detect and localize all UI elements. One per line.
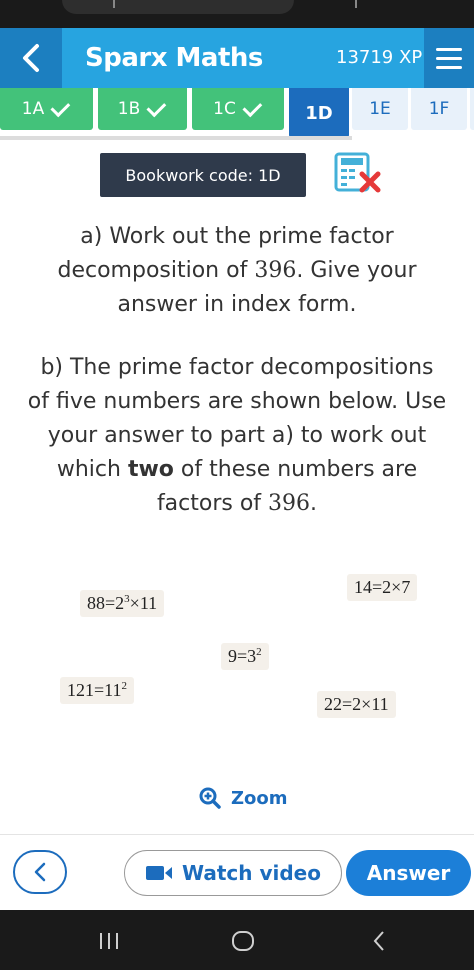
- question-line: b) The prime factor decompositions: [40, 355, 434, 380]
- check-icon: [242, 97, 262, 117]
- expression-card[interactable]: [60, 677, 134, 704]
- question-line: [0, 487, 474, 521]
- expression-card[interactable]: [80, 590, 164, 617]
- status-tick: [355, 0, 357, 8]
- tab-1a[interactable]: [0, 88, 93, 130]
- expression-card[interactable]: [221, 643, 269, 670]
- times-sign: ×: [391, 577, 402, 597]
- expr-term: 11: [371, 694, 389, 714]
- question-line: answer in index form.: [117, 292, 357, 317]
- question-text: of these numbers are: [173, 457, 418, 482]
- footer-bar: [0, 834, 474, 911]
- check-icon: [51, 97, 71, 117]
- question-text: . Give your: [296, 258, 417, 283]
- app-title: Sparx Maths: [85, 43, 263, 73]
- question-line: of five numbers are shown below. Use: [27, 389, 447, 414]
- expr-term: 2: [115, 593, 125, 613]
- back-button[interactable]: [0, 28, 62, 88]
- expr-lhs: 14: [354, 577, 372, 597]
- tab-label: 1E: [369, 99, 391, 119]
- tab-1e[interactable]: [352, 88, 408, 130]
- tab-label: 1A: [21, 99, 45, 119]
- expression-card[interactable]: [317, 691, 396, 718]
- expression-card[interactable]: [347, 574, 417, 601]
- menu-button[interactable]: [424, 28, 474, 88]
- menu-icon: [436, 48, 462, 51]
- chevron-left-icon: [33, 862, 47, 882]
- tab-label: 1C: [213, 99, 236, 119]
- previous-button[interactable]: [13, 850, 67, 894]
- tab-1d[interactable]: [289, 88, 349, 138]
- tab-label: 1D: [305, 102, 333, 124]
- recent-apps-icon[interactable]: [98, 932, 120, 950]
- calculator-cross-icon: [334, 152, 382, 194]
- math-number: 396: [268, 491, 311, 516]
- chevron-left-icon: [19, 43, 43, 73]
- expr-lhs: 121: [67, 680, 94, 700]
- question-text: factors of: [156, 491, 269, 516]
- expr-exponent: 2: [256, 646, 262, 658]
- menu-icon: [436, 57, 462, 60]
- menu-icon: [436, 66, 462, 69]
- question-line: [0, 254, 474, 288]
- times-sign: ×: [129, 593, 140, 613]
- header-bar: [0, 28, 474, 88]
- question-text: which: [56, 457, 128, 482]
- expr-term: 7: [401, 577, 411, 597]
- tab-overflow: [470, 88, 474, 130]
- calculator-button[interactable]: [334, 152, 382, 198]
- question-line: your answer to part a) to work out: [47, 423, 427, 448]
- xp-counter: 13719 XP: [336, 47, 423, 68]
- question-text: decomposition of: [57, 258, 255, 283]
- expr-lhs: 88: [87, 593, 105, 613]
- equals-sign: =: [372, 577, 383, 597]
- equals-sign: =: [342, 694, 353, 714]
- tab-label: 1B: [117, 99, 141, 119]
- task-tabs: [0, 88, 474, 138]
- expr-term: 2: [382, 577, 392, 597]
- answer-button[interactable]: Answer: [346, 850, 471, 896]
- equals-sign: =: [237, 646, 248, 666]
- expr-lhs: 22: [324, 694, 342, 714]
- tab-label: 1F: [428, 99, 450, 119]
- watch-video-label: Watch video: [182, 861, 321, 885]
- math-number: 396: [254, 258, 297, 283]
- video-camera-icon: [145, 864, 173, 882]
- equals-sign: =: [94, 680, 105, 700]
- watch-video-button[interactable]: [124, 850, 342, 896]
- zoom-label: Zoom: [231, 787, 288, 809]
- expr-lhs: 9: [228, 646, 237, 666]
- check-icon: [147, 97, 167, 117]
- expr-exponent: 2: [121, 680, 127, 692]
- zoom-in-icon: [198, 786, 222, 810]
- tab-1c[interactable]: [192, 88, 284, 130]
- expr-term: 3: [247, 646, 257, 666]
- question-line: [0, 453, 474, 487]
- system-nav-bar: [0, 910, 474, 970]
- emphasis-text: two: [127, 457, 174, 482]
- tab-1f[interactable]: [411, 88, 467, 130]
- zoom-button[interactable]: [198, 786, 288, 810]
- question-text: .: [310, 491, 318, 516]
- question-line: a) Work out the prime factor: [80, 224, 394, 249]
- question-part-a: [0, 220, 474, 322]
- expr-term: 2: [352, 694, 362, 714]
- tab-1b[interactable]: [98, 88, 187, 130]
- equals-sign: =: [105, 593, 116, 613]
- expr-term: 11: [139, 593, 158, 613]
- status-notch: [62, 0, 294, 14]
- status-tick: [113, 0, 115, 8]
- question-part-b: [0, 351, 474, 521]
- expr-term: 11: [104, 680, 122, 700]
- times-sign: ×: [361, 694, 372, 714]
- tab-divider: [0, 136, 352, 140]
- status-bar: [0, 0, 474, 28]
- nav-back-icon[interactable]: [372, 930, 386, 952]
- home-icon[interactable]: [231, 930, 255, 952]
- expr-exponent: 3: [124, 593, 130, 605]
- bookwork-code: Bookwork code: 1D: [100, 153, 306, 197]
